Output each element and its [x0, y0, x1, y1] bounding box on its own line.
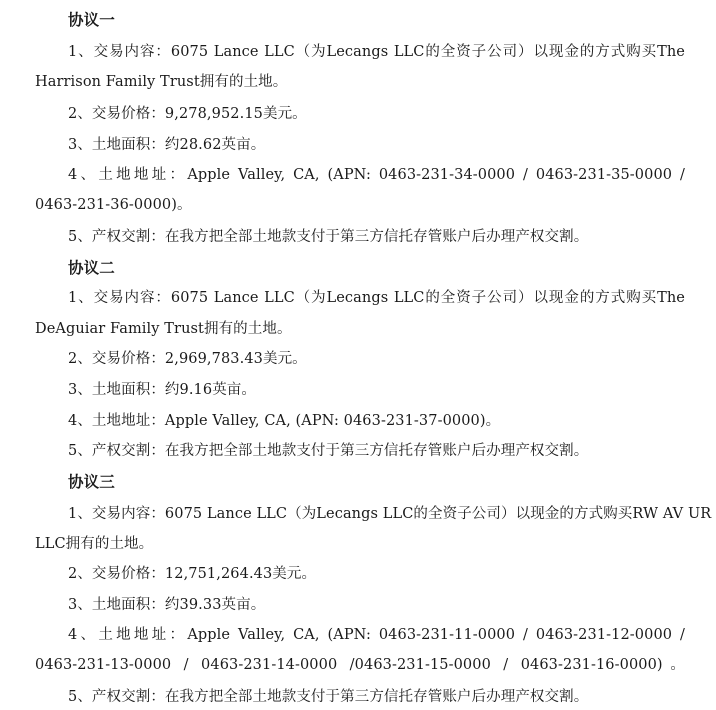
agreement-1-item-2: 2、交易价格：9,278,952.15美元。 — [68, 106, 307, 122]
agreement-1-item-5: 5、产权交割：在我方把全部土地款支付于第三方信托存管账户后办理产权交割。 — [68, 229, 589, 245]
agreement-3-item-1-line-1: 1、交易内容：6075 Lance LLC（为Lecangs LLC的全资子公司）以现金的方式购买RW AV UR — [68, 506, 712, 522]
agreement-2-item-3: 3、土地面积：约9.16英亩。 — [68, 382, 257, 398]
agreement-1-item-1-line-2: Harrison Family Trust拥有的土地。 — [35, 74, 288, 90]
agreement-1-item-1-line-1: 1、交易内容：6075 Lance LLC（为Lecangs LLC的全资子公司）以现金的方式购买The — [68, 44, 685, 60]
agreement-3-item-5: 5、产权交割：在我方把全部土地款支付于第三方信托存管账户后办理产权交割。 — [68, 689, 589, 705]
agreement-1-item-4-line-2: 0463-231-36-0000)。 — [35, 197, 192, 213]
agreement-3-title: 协议三 — [68, 473, 115, 491]
agreement-3-item-3: 3、土地面积：约39.33英亩。 — [68, 597, 266, 613]
agreement-2-title: 协议二 — [68, 259, 115, 277]
agreement-3-item-1-line-2: LLC拥有的土地。 — [35, 536, 154, 552]
agreement-2-item-4: 4、土地地址：Apple Valley, CA, (APN: 0463-231-37-0000)。 — [68, 413, 501, 429]
agreement-2-item-2: 2、交易价格：2,969,783.43美元。 — [68, 351, 307, 367]
agreement-3-item-4-line-1: 4、土地地址：Apple Valley, CA, (APN: 0463-231-11-0000 / 0463-231-12-0000 / — [68, 627, 685, 643]
agreement-2-item-1-line-2: DeAguiar Family Trust拥有的土地。 — [35, 321, 292, 337]
agreement-2-item-1-line-1: 1、交易内容：6075 Lance LLC（为Lecangs LLC的全资子公司）以现金的方式购买The — [68, 290, 685, 306]
agreement-2-item-5: 5、产权交割：在我方把全部土地款支付于第三方信托存管账户后办理产权交割。 — [68, 443, 589, 459]
agreement-3-item-2: 2、交易价格：12,751,264.43美元。 — [68, 566, 317, 582]
agreement-1-item-4-line-1: 4、土地地址：Apple Valley, CA, (APN: 0463-231-34-0000 / 0463-231-35-0000 / — [68, 167, 685, 183]
agreement-1-title: 协议一 — [68, 11, 115, 29]
agreement-1-item-3: 3、土地面积：约28.62英亩。 — [68, 137, 266, 153]
agreement-3-item-4-line-2: 0463-231-13-0000 / 0463-231-14-0000 /0463-231-15-0000 / 0463-231-16-0000)。 — [35, 657, 685, 673]
